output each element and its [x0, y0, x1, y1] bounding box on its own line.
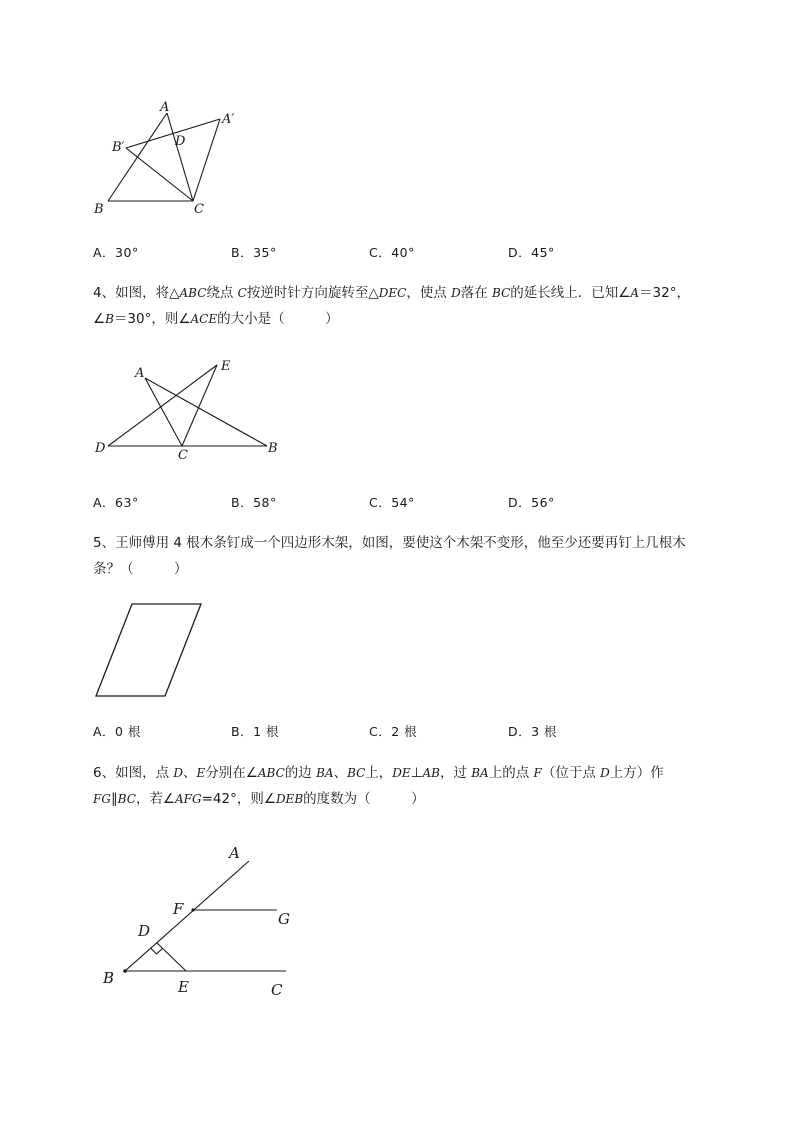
math-variable: BC	[347, 766, 366, 780]
label-a-prime: A′	[222, 112, 235, 127]
q6-stem-line-1	[93, 760, 733, 786]
q6-stem-line-2	[93, 786, 733, 812]
math-variable: ABC	[257, 766, 285, 780]
q3-option-c[interactable]: C．40°	[369, 245, 415, 260]
math-variable: BC	[117, 792, 136, 806]
text-run: 的延长线上．已知∠	[510, 285, 631, 301]
label-a: A	[229, 844, 240, 862]
label-c: C	[194, 202, 204, 217]
math-variable: F	[533, 766, 542, 780]
text-run: 按逆时针方向旋转至△	[246, 285, 379, 301]
segment-de	[108, 365, 217, 446]
q4-option-d[interactable]: D．56°	[508, 495, 555, 510]
q4-option-a[interactable]: A．63°	[93, 495, 139, 510]
segment-de	[157, 943, 186, 971]
math-variable: A	[630, 286, 640, 300]
q4-options	[93, 493, 653, 511]
label-d: D	[95, 441, 106, 456]
q3-option-d[interactable]: D．45°	[508, 245, 555, 260]
math-variable: AFG	[175, 792, 202, 806]
q5-options	[93, 722, 653, 740]
label-b: B	[268, 441, 278, 456]
text-run: 、	[333, 765, 348, 781]
q5-stem-line-2	[93, 556, 733, 582]
math-variable: DE	[392, 766, 411, 780]
math-variable: E	[196, 766, 206, 780]
text-run: ＝30°，则∠	[113, 311, 191, 327]
q3-option-a[interactable]: A．30°	[93, 245, 139, 260]
text-run: 落在	[460, 285, 493, 301]
math-variable: B	[105, 312, 114, 326]
q3-option-b[interactable]: B．35°	[231, 245, 277, 260]
q4-stem-line-2	[93, 306, 733, 332]
point-f	[191, 908, 194, 911]
segment-ac	[167, 113, 193, 201]
text-run: ∠	[93, 311, 106, 327]
right-angle-mark	[151, 949, 163, 955]
text-run: 5、王师傅用 4 根木条钉成一个四边形木架，如图，要使这个木架不变形，他至少还要再钉上几根木	[93, 535, 686, 551]
text-run: =42°，则∠	[201, 791, 276, 807]
text-run: 上的点	[488, 765, 534, 781]
q5-stem	[93, 530, 733, 582]
q5-parallelogram	[92, 600, 212, 700]
q6-diagram	[95, 840, 305, 1005]
q3-diagram	[80, 95, 260, 225]
q6-stem	[93, 760, 733, 812]
text-run: ，使点	[406, 285, 452, 301]
q5-option-d[interactable]: D．3 根	[508, 724, 558, 739]
math-variable: BA	[471, 766, 489, 780]
label-a: A	[135, 366, 145, 381]
segment-b-prime-c	[126, 148, 193, 201]
ray-ba	[125, 861, 249, 971]
math-variable: DEC	[378, 286, 407, 300]
label-f: F	[173, 900, 184, 918]
text-run: 、	[183, 765, 197, 781]
label-b: B	[103, 969, 115, 987]
text-run: （位于点	[541, 765, 601, 781]
q3-figure	[80, 95, 260, 225]
math-variable: D	[451, 286, 461, 300]
text-run: 4、如图，将△	[93, 285, 180, 301]
parallelogram-frame	[96, 604, 201, 696]
text-run: ＝32°，	[639, 285, 690, 301]
label-d: D	[138, 922, 151, 940]
text-run: 分别在∠	[205, 765, 258, 781]
math-variable: BC	[492, 286, 511, 300]
math-variable: BA	[316, 766, 334, 780]
label-b: B	[94, 202, 104, 217]
text-run: 绕点	[206, 285, 238, 301]
math-variable: D	[600, 766, 610, 780]
point-b	[123, 969, 127, 973]
q4-figure	[90, 355, 290, 465]
math-variable: C	[237, 286, 247, 300]
q5-stem-line-1	[93, 530, 733, 556]
q5-figure	[92, 600, 212, 700]
label-c: C	[178, 448, 188, 463]
label-a: A	[160, 100, 170, 115]
q3-options	[93, 243, 653, 261]
q4-diagram	[90, 355, 290, 465]
math-variable: DEB	[275, 792, 304, 806]
q5-option-a[interactable]: A．0 根	[93, 724, 141, 739]
text-run: 的大小是（ ）	[217, 311, 339, 327]
q4-stem	[93, 280, 733, 332]
label-e: E	[178, 978, 189, 996]
q6-figure	[95, 840, 305, 1005]
math-variable: ACE	[190, 312, 218, 326]
label-g: G	[278, 910, 290, 928]
segment-ec	[182, 365, 217, 446]
q4-option-b[interactable]: B．58°	[231, 495, 277, 510]
label-b-prime: B′	[112, 140, 125, 155]
text-run: ∥	[110, 791, 118, 807]
q4-option-c[interactable]: C．54°	[369, 495, 415, 510]
q5-option-c[interactable]: C．2 根	[369, 724, 418, 739]
math-variable: D	[173, 766, 184, 780]
text-run: 6、如图，点	[93, 765, 174, 781]
label-c: C	[271, 981, 283, 999]
label-d: D	[175, 134, 186, 149]
text-run: ，过	[439, 765, 472, 781]
text-run: ，若∠	[135, 791, 176, 807]
segment-b-prime-a-prime	[126, 119, 220, 148]
q4-stem-line-1	[93, 280, 733, 306]
q5-option-b[interactable]: B．1 根	[231, 724, 280, 739]
text-run: 条？（ ）	[93, 561, 188, 577]
label-e: E	[221, 359, 231, 374]
math-variable: FG	[93, 792, 111, 806]
text-run: 上，	[365, 765, 393, 781]
text-run: 上方）作	[609, 765, 664, 781]
text-run: ⊥	[410, 765, 423, 781]
text-run: 的度数为（ ）	[303, 791, 425, 807]
math-variable: ABC	[179, 286, 207, 300]
text-run: 的边	[284, 765, 317, 781]
math-variable: AB	[422, 766, 440, 780]
segment-a-prime-c	[193, 119, 220, 201]
